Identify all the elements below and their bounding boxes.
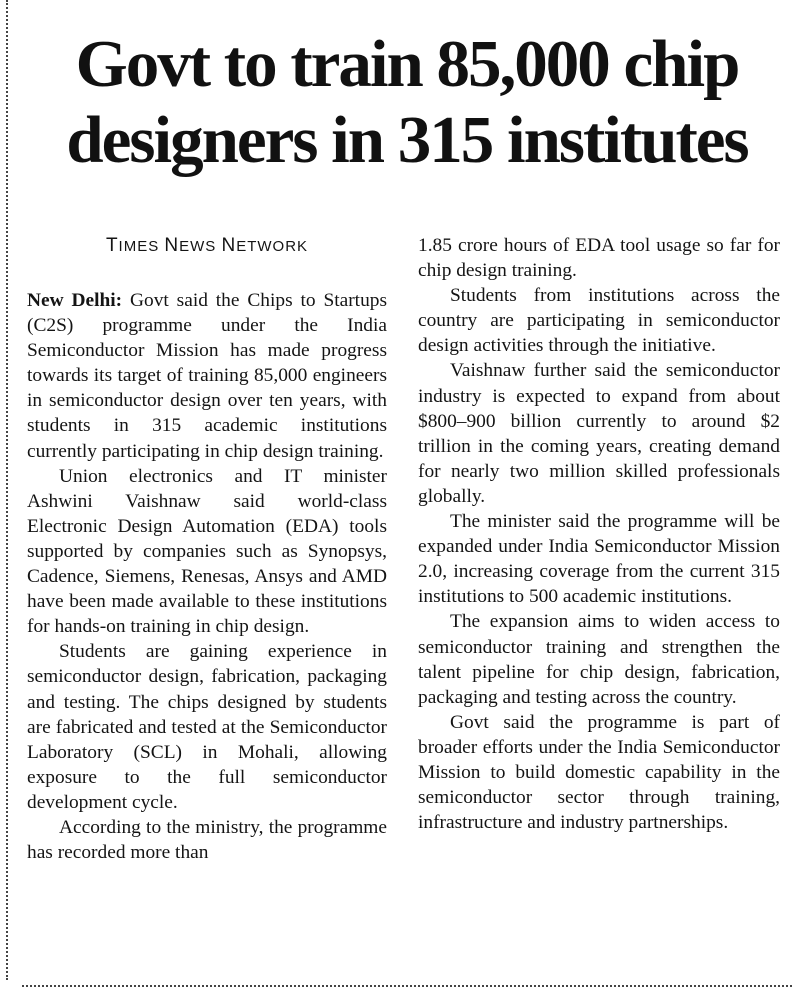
byline: TIMES NEWS NETWORK xyxy=(105,235,309,256)
article-paragraph-continued: 1.85 crore hours of EDA tool usage so far for chip design training. xyxy=(418,235,780,282)
headline xyxy=(22,26,792,178)
article-column-right xyxy=(418,233,780,835)
article-paragraph: According to the ministry, the programme has recorded more than xyxy=(27,816,387,864)
article-paragraph: Vaishnaw further said the semiconductor industry is expected to expand from about $800–900 billion currently to around $2 trillion in the coming years, creating demand for nearly two million skilled professionals globally. xyxy=(418,360,780,507)
article-paragraph: The minister said the programme will be expanded under India Semiconductor Mission 2.0, increasing coverage from the current 315 institutions to 500 academic institutions. xyxy=(418,511,780,608)
article-paragraph: Union electronics and IT minister Ashwini Vaishnaw said world-class Electronic Design Automation (EDA) tools supported by companies such as Synopsys, Cadence, Siemens, Renesas, Ansys and AMD have been made available to these institutions for hands-on training in chip design. xyxy=(27,465,387,638)
article-paragraph: Govt said the programme is part of broader efforts under the India Semiconductor Mission to build domestic capability in the semiconductor sector through training, infrastructure and industry partnerships. xyxy=(418,711,780,834)
headline-line-2: designers in 315 institutes xyxy=(66,103,748,177)
article-paragraph: Students from institutions across the country are participating in semiconductor design activities through the initiative. xyxy=(418,285,780,357)
dateline: New Delhi: xyxy=(27,290,123,311)
headline-line-1: Govt to train 85,000 chip xyxy=(75,27,739,101)
article-paragraph: Students are gaining experience in semiconductor design, fabrication, packaging and testing. The chips designed by students are fabricated and tested at the Semiconductor Laboratory (SCL) in Mohali, allowing exposure to the full semiconductor development cycle. xyxy=(27,641,387,813)
left-dotted-border xyxy=(6,0,8,980)
bottom-dotted-border xyxy=(22,985,792,987)
article-paragraph: The expansion aims to widen access to semiconductor training and strengthen the talent pipeline for chip design, fabrication, packaging and testing across the country. xyxy=(418,611,780,708)
article-paragraph: New Delhi: Govt said the Chips to Startups (C2S) programme under the India Semiconductor Mission has made progress towards its target of training 85,000 engineers in semiconductor design over ten years, with students in 315 academic institutions currently participating in chip design training. xyxy=(27,290,388,462)
article-column-left xyxy=(27,233,387,865)
